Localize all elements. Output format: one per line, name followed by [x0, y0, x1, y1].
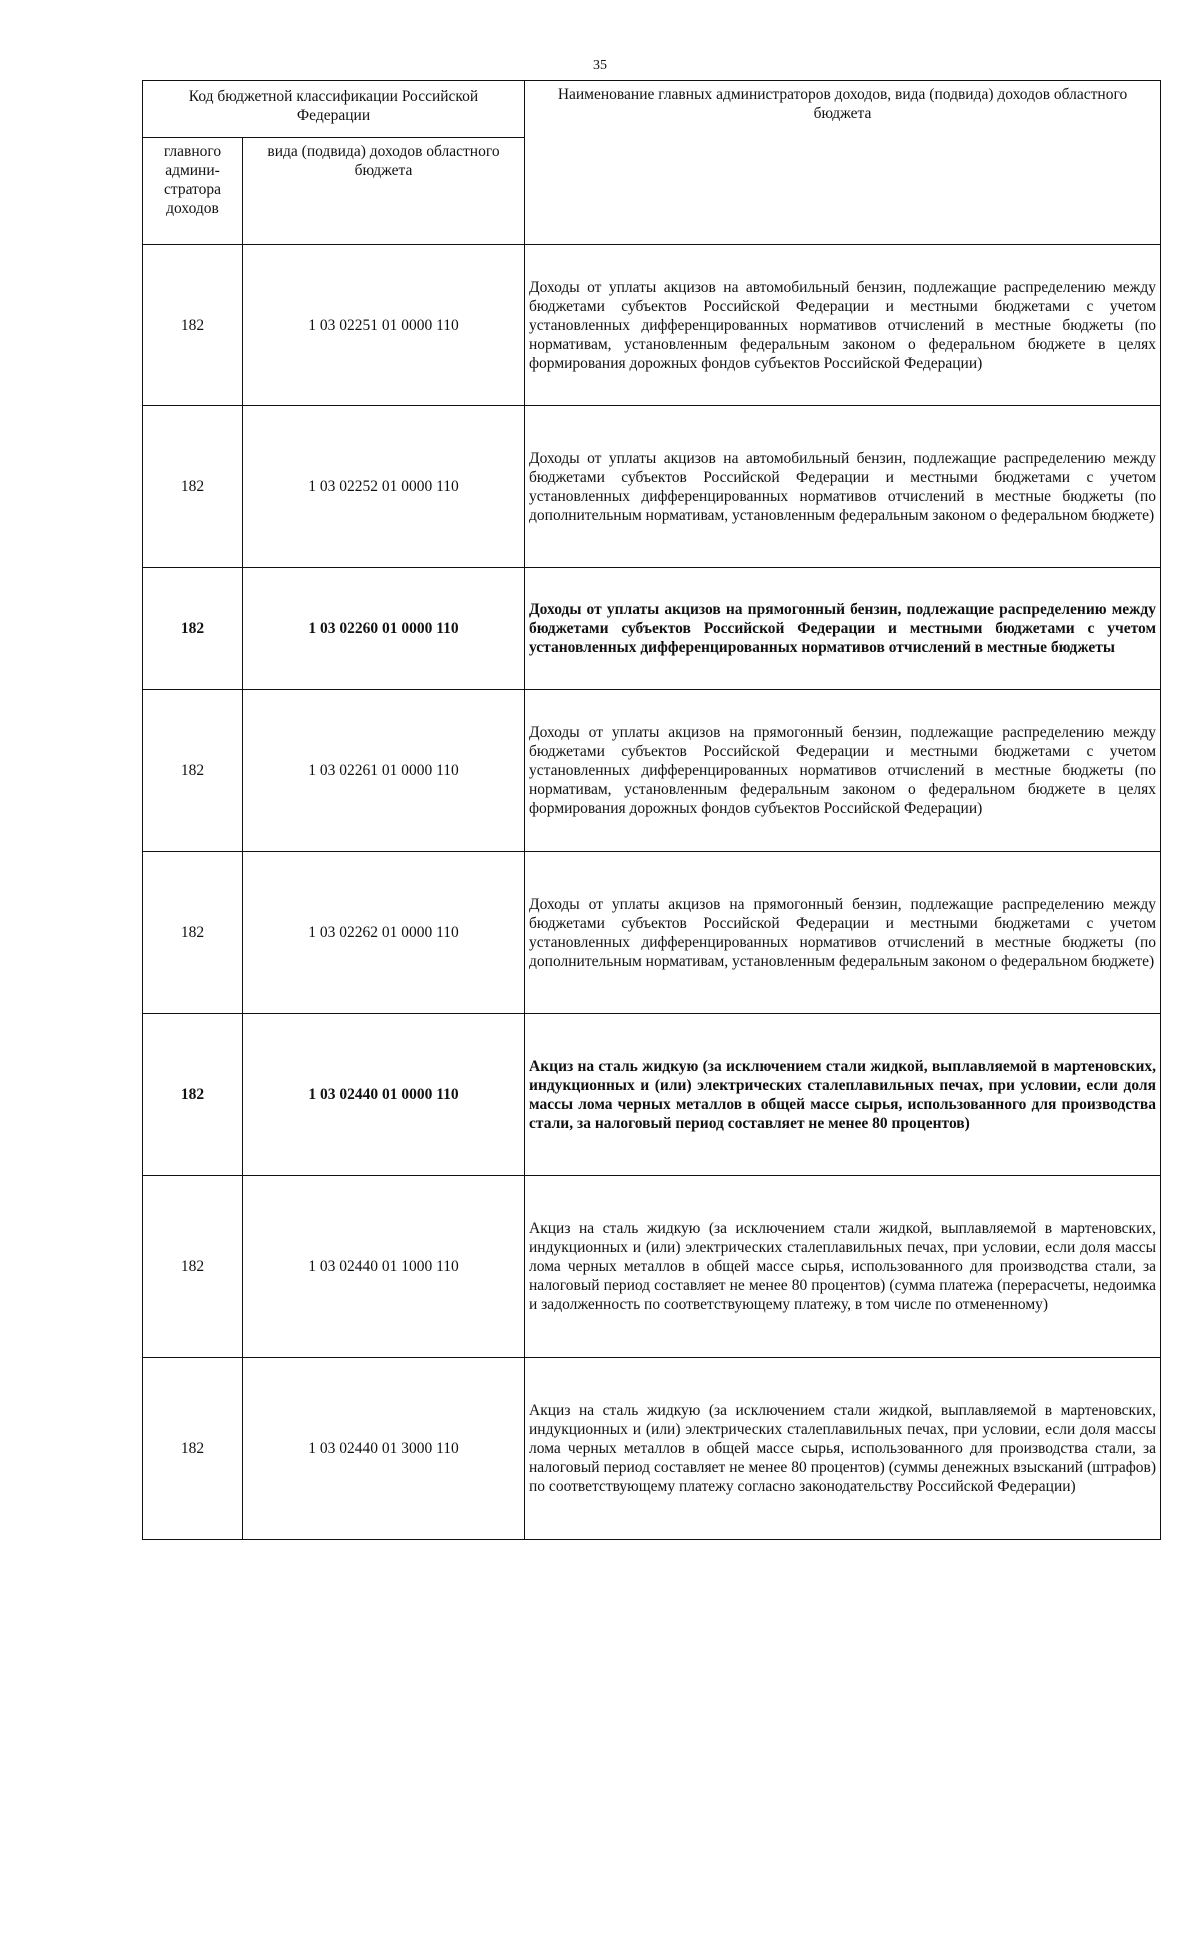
table-row — [143, 852, 1161, 1014]
table-row — [143, 690, 1161, 852]
admin-code-cell: 182 — [143, 852, 243, 1014]
header-name-column: Наименование главных администраторов доходов, вида (подвида) доходов областного бюджета — [525, 81, 1161, 245]
table-header-row — [143, 81, 1161, 138]
income-name-cell: Акциз на сталь жидкую (за исключением стали жидкой, выплавляемой в мартеновских, индукционных и (или) электрических сталеплавильных печах, при условии, если доля массы лома черных металлов в общей массе сырья, использованного для производства стали, за налоговый период составляет не менее 80 процентов) — [525, 1014, 1161, 1176]
admin-code-cell: 182 — [143, 245, 243, 406]
page-number: 35 — [593, 58, 607, 73]
table-row — [143, 245, 1161, 406]
income-code-cell: 1 03 02440 01 0000 110 — [243, 1014, 525, 1176]
admin-code-cell: 182 — [143, 1014, 243, 1176]
header-code-group: Код бюджетной классификации Российской Федерации — [143, 81, 525, 138]
header-admin-column: главного админи-стратора доходов — [143, 138, 243, 245]
income-code-cell: 1 03 02261 01 0000 110 — [243, 690, 525, 852]
income-name-cell: Акциз на сталь жидкую (за исключением стали жидкой, выплавляемой в мартеновских, индукционных и (или) электрических сталеплавильных печах, при условии, если доля массы лома черных металлов в общей массе сырья, использованного для производства стали, за налоговый период составляет не менее 80 процентов) (сумма платежа (перерасчеты, недоимка и задолженность по соответствующему платежу, в том числе по отмененному) — [525, 1176, 1161, 1358]
admin-code-cell: 182 — [143, 406, 243, 568]
table-row — [143, 1014, 1161, 1176]
income-code-cell: 1 03 02252 01 0000 110 — [243, 406, 525, 568]
income-code-cell: 1 03 02440 01 1000 110 — [243, 1176, 525, 1358]
table-row — [143, 568, 1161, 690]
budget-classification-table — [142, 80, 1161, 1540]
income-name-cell: Доходы от уплаты акцизов на автомобильный бензин, подлежащие распределению между бюджетами субъектов Российской Федерации и местными бюджетами с учетом установленных дифференцированных нормативов отчислений в местные бюджеты (по нормативам, установленным федеральным законом о федеральном бюджете в целях формирования дорожных фондов субъектов Российской Федерации) — [525, 245, 1161, 406]
income-name-cell: Доходы от уплаты акцизов на прямогонный бензин, подлежащие распределению между бюджетами субъектов Российской Федерации и местными бюджетами с учетом установленных дифференцированных нормативов отчислений в местные бюджеты (по нормативам, установленным федеральным законом о федеральном бюджете в целях формирования дорожных фондов субъектов Российской Федерации) — [525, 690, 1161, 852]
income-name-cell: Акциз на сталь жидкую (за исключением стали жидкой, выплавляемой в мартеновских, индукционных и (или) электрических сталеплавильных печах, при условии, если доля массы лома черных металлов в общей массе сырья, использованного для производства стали, за налоговый период составляет не менее 80 процентов) (суммы денежных взысканий (штрафов) по соответствующему платежу согласно законодательству Российской Федерации) — [525, 1358, 1161, 1540]
table-row — [143, 1358, 1161, 1540]
income-code-cell: 1 03 02440 01 3000 110 — [243, 1358, 525, 1540]
admin-code-cell: 182 — [143, 1176, 243, 1358]
admin-code-cell: 182 — [143, 690, 243, 852]
table-row — [143, 406, 1161, 568]
table-row — [143, 1176, 1161, 1358]
admin-code-cell: 182 — [143, 568, 243, 690]
income-code-cell: 1 03 02251 01 0000 110 — [243, 245, 525, 406]
header-income-column: вида (подвида) доходов областного бюджета — [243, 138, 525, 245]
admin-code-cell: 182 — [143, 1358, 243, 1540]
income-name-cell: Доходы от уплаты акцизов на прямогонный бензин, подлежащие распределению между бюджетами субъектов Российской Федерации и местными бюджетами с учетом установленных дифференцированных нормативов отчислений в местные бюджеты (по дополнительным нормативам, установленным федеральным законом о федеральном бюджете) — [525, 852, 1161, 1014]
income-code-cell: 1 03 02260 01 0000 110 — [243, 568, 525, 690]
income-name-cell: Доходы от уплаты акцизов на прямогонный бензин, подлежащие распределению между бюджетами субъектов Российской Федерации и местными бюджетами с учетом установленных дифференцированных нормативов отчислений в местные бюджеты — [525, 568, 1161, 690]
income-name-cell: Доходы от уплаты акцизов на автомобильный бензин, подлежащие распределению между бюджетами субъектов Российской Федерации и местными бюджетами с учетом установленных дифференцированных нормативов отчислений в местные бюджеты (по дополнительным нормативам, установленным федеральным законом о федеральном бюджете) — [525, 406, 1161, 568]
income-code-cell: 1 03 02262 01 0000 110 — [243, 852, 525, 1014]
